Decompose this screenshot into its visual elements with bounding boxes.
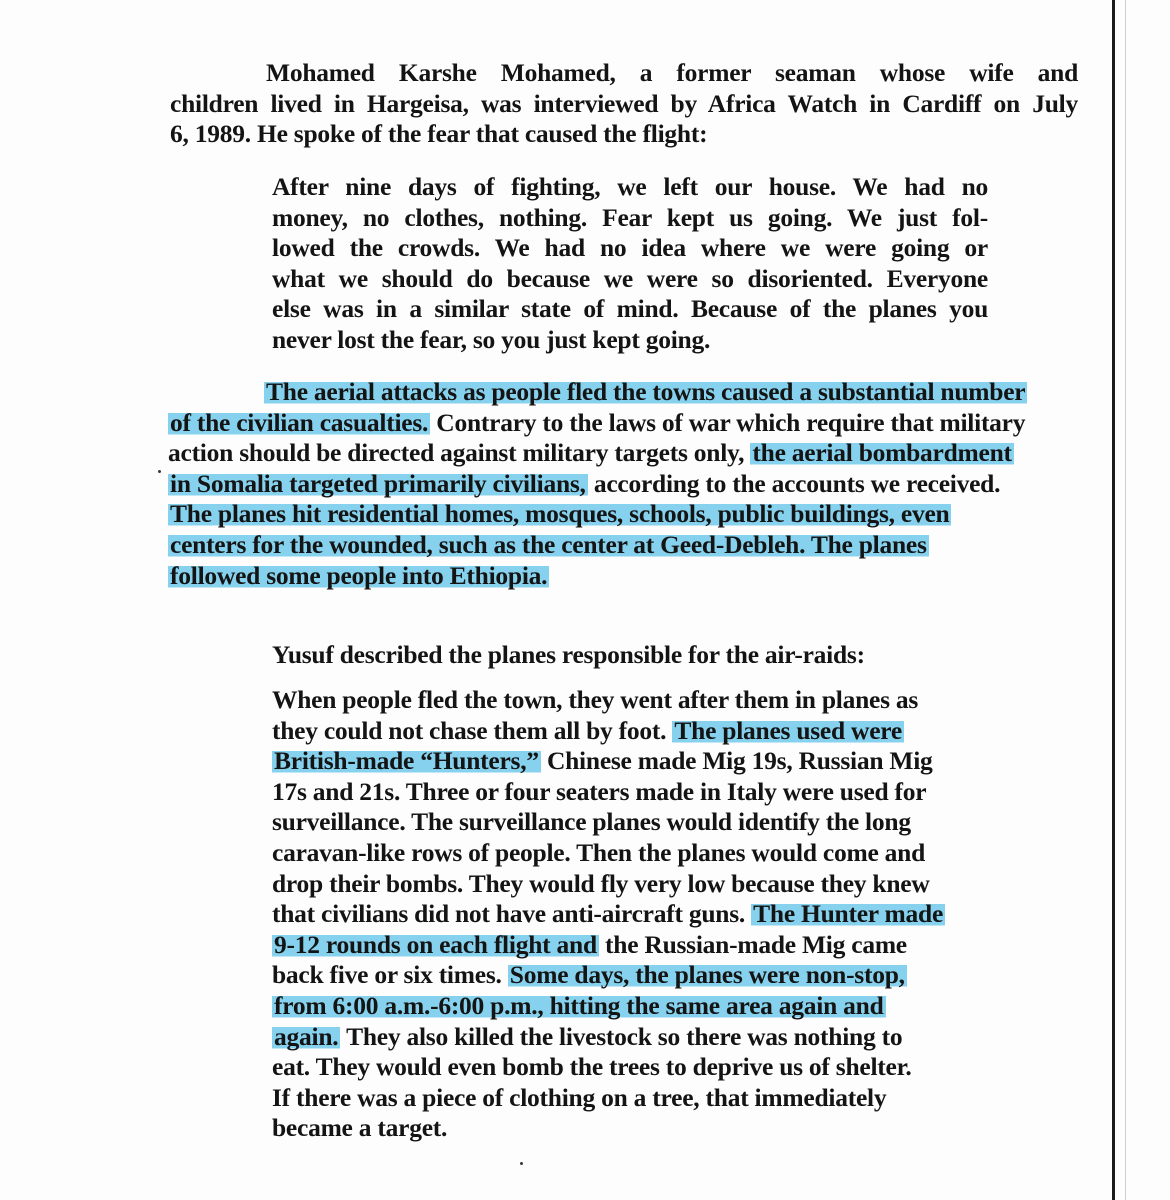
aerial-attacks-paragraph [168, 377, 1078, 591]
plain-text: action should be directed against military targets only, [168, 438, 751, 468]
scan-speck [520, 1162, 523, 1165]
yusuf-intro [272, 640, 992, 671]
intro-paragraph [170, 58, 1078, 150]
highlighted-text: the aerial bombardment [752, 438, 1012, 468]
highlighted-text: The planes hit residential homes, mosques, schools, public buildings, even [170, 499, 950, 529]
text-line: 6, 1989. He spoke of the fear that caused the flight: [170, 119, 708, 149]
quote-line: If there was a piece of clothing on a tree, that immediately [272, 1082, 887, 1112]
text-line [168, 561, 1078, 592]
quote-line [272, 899, 988, 930]
text-line [168, 469, 1078, 500]
text-line [168, 499, 1078, 530]
plain-text: they could not chase them all by foot. [272, 715, 673, 745]
plain-text: Chinese made Mig 19s, Russian Mig [540, 746, 933, 776]
block-quote-fear [272, 172, 988, 356]
quote-line [272, 991, 988, 1022]
text-line [168, 377, 1078, 408]
page-border [1112, 0, 1115, 1200]
highlighted-text: The aerial attacks as people fled the towns caused a substantial number [266, 377, 1026, 406]
highlighted-text: from 6:00 a.m.-6:00 p.m., hitting the same area again and [274, 990, 884, 1020]
text-line [168, 530, 1078, 561]
quote-line: After nine days of fighting, we left our house. We had no [272, 172, 988, 201]
quote-line: money, no clothes, nothing. Fear kept us going. We just fol- [272, 202, 988, 232]
quote-line: surveillance. The surveillance planes would identify the long [272, 807, 911, 837]
highlighted-text: The Hunter made [753, 899, 944, 929]
plain-text: Contrary to the laws of war which require that military [430, 407, 1026, 437]
quote-line [272, 746, 988, 777]
plain-text: back five or six times. [272, 960, 508, 990]
quote-line [272, 1022, 988, 1053]
quote-line: lowed the crowds. We had no idea where we were going or [272, 233, 988, 263]
scan-speck [158, 470, 161, 473]
highlighted-text: followed some people into Ethiopia. [170, 560, 548, 590]
quote-line: eat. They would even bomb the trees to deprive us of shelter. [272, 1052, 912, 1082]
quote-line: what we should do because we were so disoriented. Everyone [272, 263, 988, 293]
highlighted-text: The planes used were [674, 715, 902, 745]
highlighted-text: again. [274, 1021, 339, 1051]
highlighted-text: British-made “Hunters,” [274, 746, 539, 776]
page-border-shadow [1125, 0, 1126, 1200]
highlighted-text: of the civilian casualties. [170, 407, 429, 437]
quote-line: drop their bombs. They would fly very low because they knew [272, 868, 930, 898]
text-line [168, 408, 1078, 439]
highlighted-text: 9-12 rounds on each flight and [274, 929, 597, 959]
block-quote-planes [272, 685, 988, 1144]
plain-text: according to the accounts we received. [587, 468, 1001, 498]
quote-line [272, 960, 988, 991]
quote-line: else was in a similar state of mind. Because of the planes you [272, 294, 988, 324]
text-line: Mohamed Karshe Mohamed, a former seaman whose wife and [266, 58, 1078, 87]
quote-line: caravan-like rows of people. Then the planes would come and [272, 837, 926, 867]
plain-text: that civilians did not have anti-aircraft guns. [272, 899, 752, 929]
quote-line: 17s and 21s. Three or four seaters made in Italy were used for [272, 776, 927, 806]
quote-line: became a target. [272, 1113, 448, 1143]
quote-line: When people fled the town, they went after them in planes as [272, 685, 919, 714]
plain-text: They also killed the livestock so there was nothing to [340, 1021, 903, 1051]
plain-text: the Russian-made Mig came [598, 929, 907, 959]
highlighted-text: in Somalia targeted primarily civilians, [170, 468, 586, 498]
text-line: children lived in Hargeisa, was interviewed by Africa Watch in Cardiff on July [170, 88, 1078, 118]
highlighted-text: centers for the wounded, such as the center at Geed-Debleh. The planes [170, 529, 927, 559]
quote-line [272, 716, 988, 747]
highlighted-text: Some days, the planes were non-stop, [509, 960, 905, 990]
quote-line: never lost the fear, so you just kept going. [272, 324, 711, 354]
quote-line [272, 930, 988, 961]
text-line: Yusuf described the planes responsible for the air-raids: [272, 640, 865, 669]
text-line [168, 438, 1078, 469]
